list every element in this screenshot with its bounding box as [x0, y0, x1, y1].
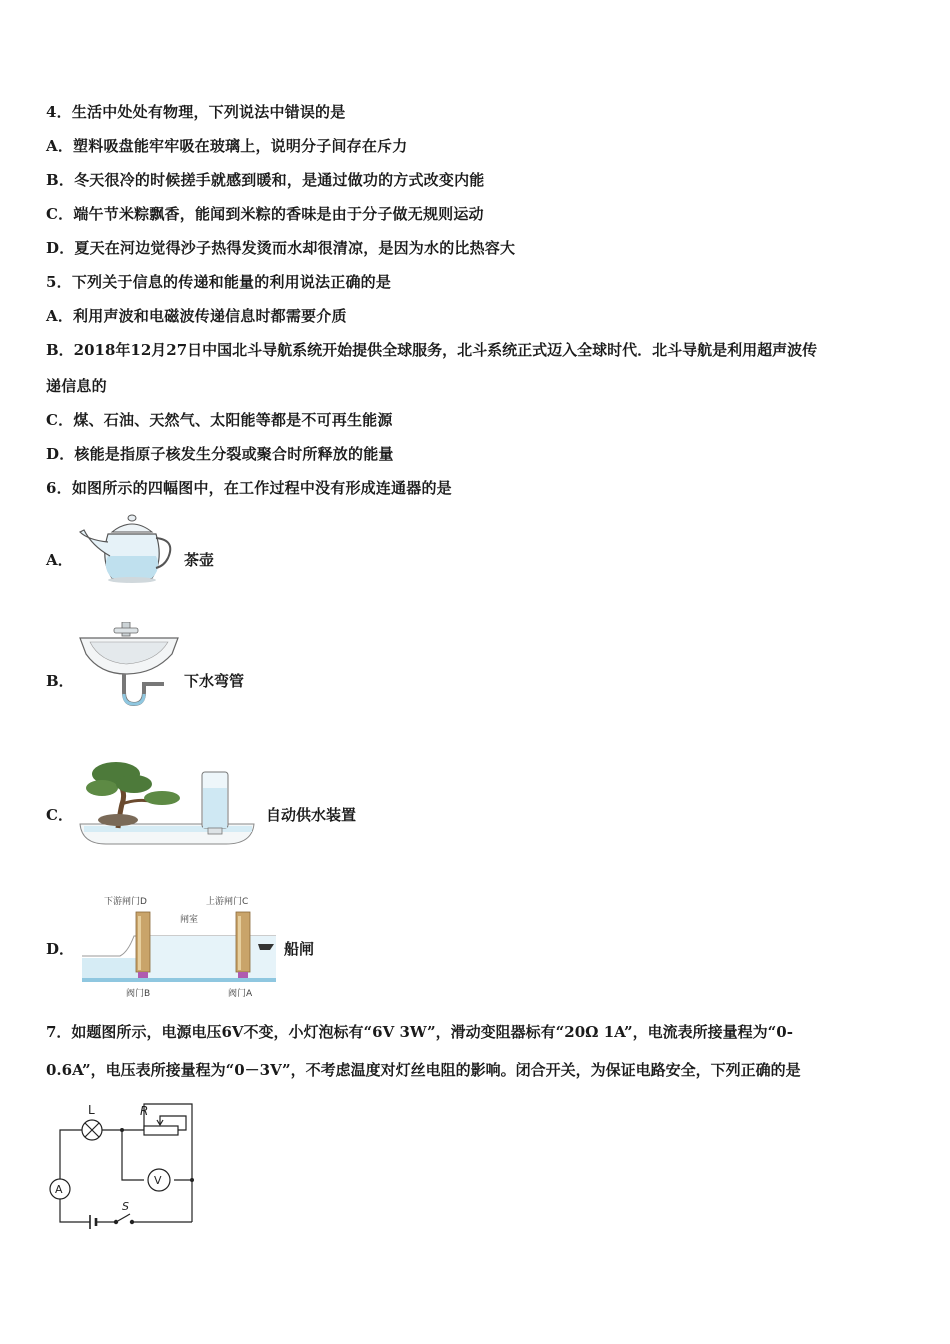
- circuit-diagram: [44, 1096, 202, 1232]
- q5-option-b-line2: 递信息的: [46, 377, 107, 395]
- sink-trap-figure: [76, 622, 182, 712]
- lock-label-chamber: 闸室: [180, 915, 199, 925]
- q7-stem-line1: 7．如题图所示，电源电压6V不变，小灯泡标有“6V 3W”，滑动变阻器标有“20Ω 1A”，电流表所接量程为“0-: [46, 1023, 793, 1041]
- q5-option-c: C．煤、石油、天然气、太阳能等都是不可再生能源: [46, 411, 393, 429]
- lock-label-upstream-gate: 上游闸门C: [206, 897, 249, 907]
- q5-option-a: A．利用声波和电磁波传递信息时都需要介质: [46, 307, 347, 325]
- q5-stem: 5．下列关于信息的传递和能量的利用说法正确的是: [46, 273, 392, 291]
- circuit-label-ammeter: A: [55, 1183, 63, 1196]
- q5-option-b-line1: B．2018年12月27日中国北斗导航系统开始提供全球服务，北斗系统正式迈入全球时代．北斗导航是利用超声波传: [46, 341, 818, 359]
- ship-lock-figure: [80, 892, 280, 1000]
- q4-stem: 4．生活中处处有物理，下列说法中错误的是: [46, 103, 346, 121]
- q6-option-d-letter: D．: [46, 940, 75, 958]
- circuit-label-voltmeter: V: [154, 1174, 162, 1187]
- q4-option-c: C．端午节米粽飘香，能闻到米粽的香味是由于分子做无规则运动: [46, 205, 484, 223]
- lock-label-downstream-gate: 下游闸门D: [104, 897, 147, 907]
- q4-option-b: B．冬天很冷的时候搓手就感到暖和，是通过做功的方式改变内能: [46, 171, 485, 189]
- q4-option-a: A．塑料吸盘能牢牢吸在玻璃上，说明分子间存在斥力: [46, 137, 408, 155]
- auto-water-supply-figure: [76, 754, 262, 850]
- q6-option-a-letter: A．: [46, 551, 73, 569]
- circuit-label-rheostat: R: [140, 1104, 149, 1118]
- circuit-label-switch: S: [122, 1200, 129, 1213]
- q6-option-c-caption: 自动供水装置: [266, 806, 357, 824]
- q7-stem-line2: 0.6A”，电压表所接量程为“0－3V”，不考虑温度对灯丝电阻的影响。闭合开关，为保证电路安全，下列正确的是: [46, 1061, 801, 1079]
- q6-option-a-caption: 茶壶: [184, 551, 215, 569]
- q5-option-d: D．核能是指原子核发生分裂或聚合时所释放的能量: [46, 445, 394, 463]
- q6-stem: 6．如图所示的四幅图中，在工作过程中没有形成连通器的是: [46, 479, 452, 497]
- q4-option-d: D．夏天在河边觉得沙子热得发烫而水却很清凉，是因为水的比热容大: [46, 239, 516, 257]
- lock-label-valve-b: 阀门B: [126, 989, 151, 999]
- q6-option-c-letter: C．: [46, 806, 73, 824]
- q6-option-b-caption: 下水弯管: [184, 672, 245, 690]
- q6-option-b-letter: B．: [46, 672, 74, 690]
- q6-option-d-caption: 船闸: [284, 940, 315, 958]
- teapot-figure: [78, 512, 180, 588]
- lock-label-valve-a: 阀门A: [228, 989, 253, 999]
- circuit-label-lamp: L: [88, 1103, 95, 1117]
